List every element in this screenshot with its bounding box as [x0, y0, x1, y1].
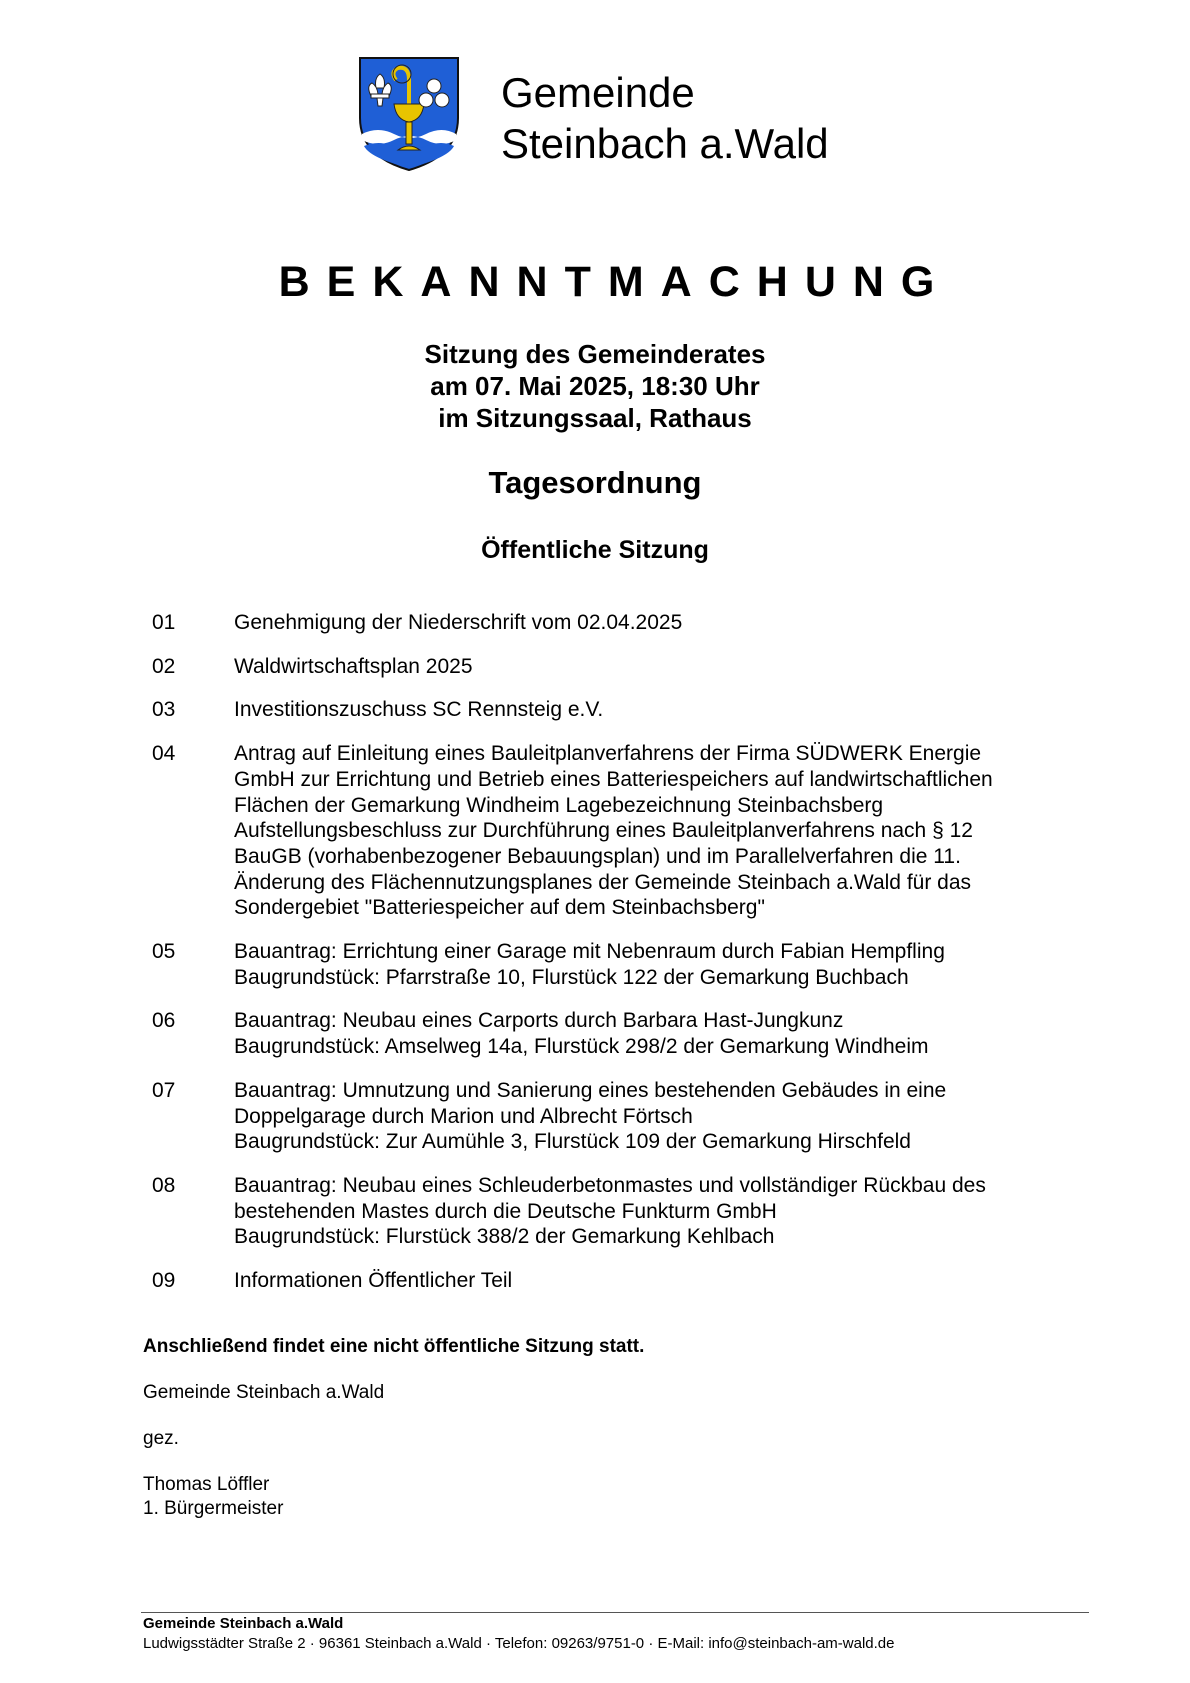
agenda-item-number: 06 — [152, 1009, 176, 1033]
municipality-name — [501, 67, 829, 169]
agenda-item-text: Bauantrag: Errichtung einer Garage mit Nebenraum durch Fabian Hempfling Baugrundstück: Pfarrstraße 10, Flurstück 122 der Gemarkung Buchbach — [234, 940, 945, 989]
agenda-item — [152, 1078, 1052, 1155]
municipality-name-line1: Gemeinde — [501, 69, 695, 116]
municipal-coat-of-arms-icon — [358, 56, 460, 172]
agenda-item-number: 09 — [152, 1269, 176, 1293]
nonpublic-session-note: Anschließend findet eine nicht öffentliche Sitzung statt. — [143, 1336, 645, 1357]
municipality-name-line2: Steinbach a.Wald — [501, 120, 829, 167]
agenda-item-number: 08 — [152, 1173, 176, 1197]
agenda-item-number: 04 — [152, 742, 176, 766]
agenda-item — [152, 1268, 1052, 1294]
agenda-item-text: Bauantrag: Neubau eines Carports durch Barbara Hast-Jungkunz Baugrundstück: Amselweg 14a, Flurstück 298/2 der Gemarkung Windheim — [234, 1009, 929, 1059]
public-session-heading: Öffentliche Sitzung — [481, 536, 709, 564]
session-line-3: im Sitzungssaal, Rathaus — [438, 403, 752, 433]
agenda-heading: Tagesordnung — [488, 465, 702, 500]
agenda-item — [152, 1008, 1052, 1059]
agenda-item — [152, 741, 1052, 921]
agenda-item-number: 05 — [152, 940, 176, 964]
agenda-item — [152, 1173, 1052, 1250]
agenda-item-number: 07 — [152, 1078, 176, 1102]
session-line-1: Sitzung des Gemeinderates — [424, 339, 766, 369]
agenda-item — [152, 697, 1052, 723]
signer-title: 1. Bürgermeister — [143, 1498, 284, 1519]
signer-name: Thomas Löffler — [143, 1474, 270, 1495]
session-details — [0, 338, 1190, 434]
agenda-list — [152, 610, 1052, 1312]
signed-note: gez. — [143, 1428, 179, 1449]
notice-title: BEKANNTMACHUNG — [278, 258, 952, 306]
footer-organization: Gemeinde Steinbach a.Wald — [143, 1615, 344, 1632]
agenda-item — [152, 939, 1052, 990]
closing-section — [143, 1335, 1043, 1521]
agenda-item-number: 02 — [152, 654, 176, 678]
agenda-item — [152, 610, 1052, 636]
agenda-item-number: 01 — [152, 611, 176, 634]
issuing-authority: Gemeinde Steinbach a.Wald — [143, 1382, 385, 1403]
agenda-item — [152, 654, 1052, 680]
agenda-item-text: Informationen Öffentlicher Teil — [234, 1269, 513, 1293]
signature-block — [143, 1473, 1043, 1521]
agenda-item-text: Genehmigung der Niederschrift vom 02.04.2025 — [234, 611, 683, 634]
agenda-item-text: Waldwirtschaftsplan 2025 — [234, 654, 473, 678]
agenda-item-text: Antrag auf Einleitung eines Bauleitplanverfahrens der Firma SÜDWERK Energie GmbH zur Errichtung und Betrieb eines Batteriespeichers auf landwirtschaftlichen Flächen der Gemarkung Windheim Lagebezeichnung Steinbachsberg Aufstellungsbeschluss zur Durchführung eines Bauleitplanverfahrens nach § 12 BauGB (vorhabenbezogener Bebauungsplan) und im Parallelverfahren die 11. Änderung des Flächennutzungsplanes der Gemeinde Steinbach a.Wald für das Sondergebiet "Batteriespeicher auf dem Steinbachsberg" — [234, 742, 993, 920]
agenda-item-text: Bauantrag: Neubau eines Schleuderbetonmastes und vollständiger Rückbau des bestehenden Mastes durch die Deutsche Funkturm GmbH Baugrundstück: Flurstück 388/2 der Gemarkung Kehlbach — [234, 1173, 986, 1249]
footer-divider — [141, 1612, 1089, 1613]
agenda-item-number: 03 — [152, 698, 176, 722]
agenda-item-text: Investitionszuschuss SC Rennsteig e.V. — [234, 698, 604, 722]
agenda-item-text: Bauantrag: Umnutzung und Sanierung eines bestehenden Gebäudes in eine Doppelgarage durch Marion und Albrecht Förtsch Baugrundstück: Zur Aumühle 3, Flurstück 109 der Gemarkung Hirschfeld — [234, 1078, 947, 1154]
session-line-2: am 07. Mai 2025, 18:30 Uhr — [430, 371, 760, 401]
footer — [143, 1614, 894, 1654]
footer-contact: Ludwigsstädter Straße 2 · 96361 Steinbach a.Wald · Telefon: 09263/9751-0 · E-Mail: info@steinbach-am-wald.de — [143, 1635, 895, 1652]
